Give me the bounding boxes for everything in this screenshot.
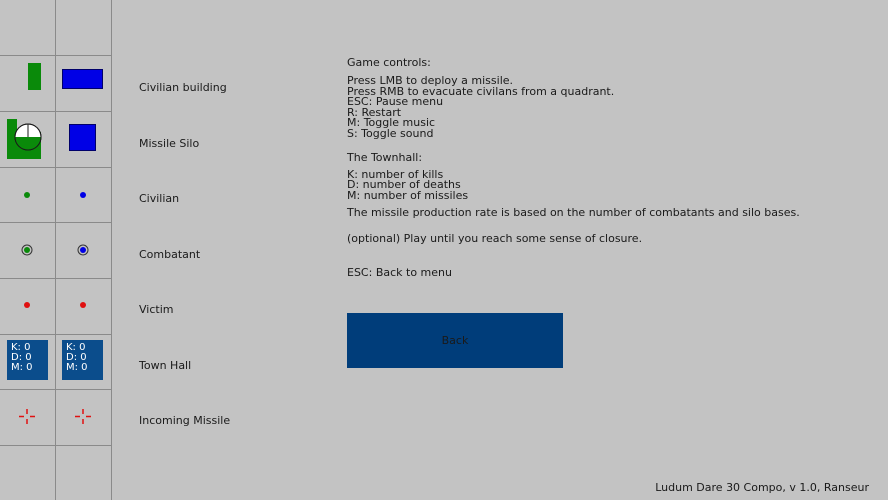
control-line: S: Toggle sound <box>347 126 434 140</box>
grid-cell <box>0 0 56 56</box>
townhall-line: K: number of kills <box>347 167 444 181</box>
grid-cell <box>0 167 56 223</box>
optional-note: (optional) Play until you reach some sense of closure. <box>347 231 643 245</box>
town-hall-missiles: M: 0 <box>66 362 88 373</box>
town-hall-deaths: D: 0 <box>66 352 87 363</box>
grid-cell <box>56 167 112 223</box>
green-civilian-building-icon <box>28 63 41 90</box>
back-button-label: Back <box>441 334 469 347</box>
control-line: ESC: Pause menu <box>347 95 444 108</box>
crosshair-icon <box>0 390 55 445</box>
controls-heading: Game controls: <box>347 56 431 69</box>
grid-cell <box>56 390 112 446</box>
town-hall-icon <box>62 340 103 380</box>
blue-missile-silo-icon <box>69 124 96 151</box>
legend-combatant: Combatant <box>139 248 201 261</box>
control-line: M: Toggle music <box>347 116 436 129</box>
grid-cell <box>56 279 112 335</box>
townhall-line: D: number of deaths <box>347 178 461 191</box>
town-hall-kills: K: 0 <box>11 342 31 353</box>
grid-cell <box>0 223 56 279</box>
grid-cell <box>0 279 56 335</box>
grid-cell <box>0 390 56 446</box>
crosshair-icon <box>56 390 111 445</box>
grid-cell <box>0 446 56 500</box>
back-button[interactable] <box>347 313 563 368</box>
grid-cell <box>56 112 112 168</box>
blue-combatant-icon <box>56 223 111 278</box>
green-combatant-icon <box>0 223 55 278</box>
version-credit: Ludum Dare 30 Compo, v 1.0, Ranseur <box>655 481 869 494</box>
legend-grid <box>0 0 112 500</box>
green-missile-silo-icon <box>0 112 55 167</box>
victim-icon <box>24 302 30 308</box>
town-hall-kills: K: 0 <box>66 342 86 353</box>
legend-civilian-building: Civilian building <box>139 81 227 94</box>
grid-cell <box>56 223 112 279</box>
blue-civilian-building-icon <box>62 69 103 89</box>
legend-civilian: Civilian <box>139 192 180 205</box>
grid-cell <box>0 334 56 390</box>
grid-cell <box>0 56 56 112</box>
grid-cell <box>56 334 112 390</box>
control-line: R: Restart <box>347 105 402 119</box>
grid-cell <box>56 446 112 500</box>
legend-victim: Victim <box>139 303 174 316</box>
blue-civilian-icon <box>80 192 86 198</box>
town-hall-icon <box>7 340 48 380</box>
control-line: Press RMB to evacuate civilans from a quadrant. <box>347 84 615 98</box>
grid-cell <box>56 56 112 112</box>
legend-missile-silo: Missile Silo <box>139 137 200 150</box>
grid-cell <box>0 112 56 168</box>
victim-icon <box>80 302 86 308</box>
town-hall-deaths: D: 0 <box>11 352 32 363</box>
green-civilian-icon <box>24 192 30 198</box>
grid-cell <box>56 0 112 56</box>
legend-town-hall: Town Hall <box>139 359 192 372</box>
esc-note: ESC: Back to menu <box>347 266 452 279</box>
townhall-heading: The Townhall: <box>347 151 423 164</box>
control-line: Press LMB to deploy a missile. <box>347 74 514 87</box>
production-note: The missile production rate is based on the number of combatants and silo bases. <box>347 205 800 219</box>
townhall-line: M: number of missiles <box>347 188 469 202</box>
town-hall-missiles: M: 0 <box>11 362 33 373</box>
legend-incoming-missile: Incoming Missile <box>139 414 231 427</box>
